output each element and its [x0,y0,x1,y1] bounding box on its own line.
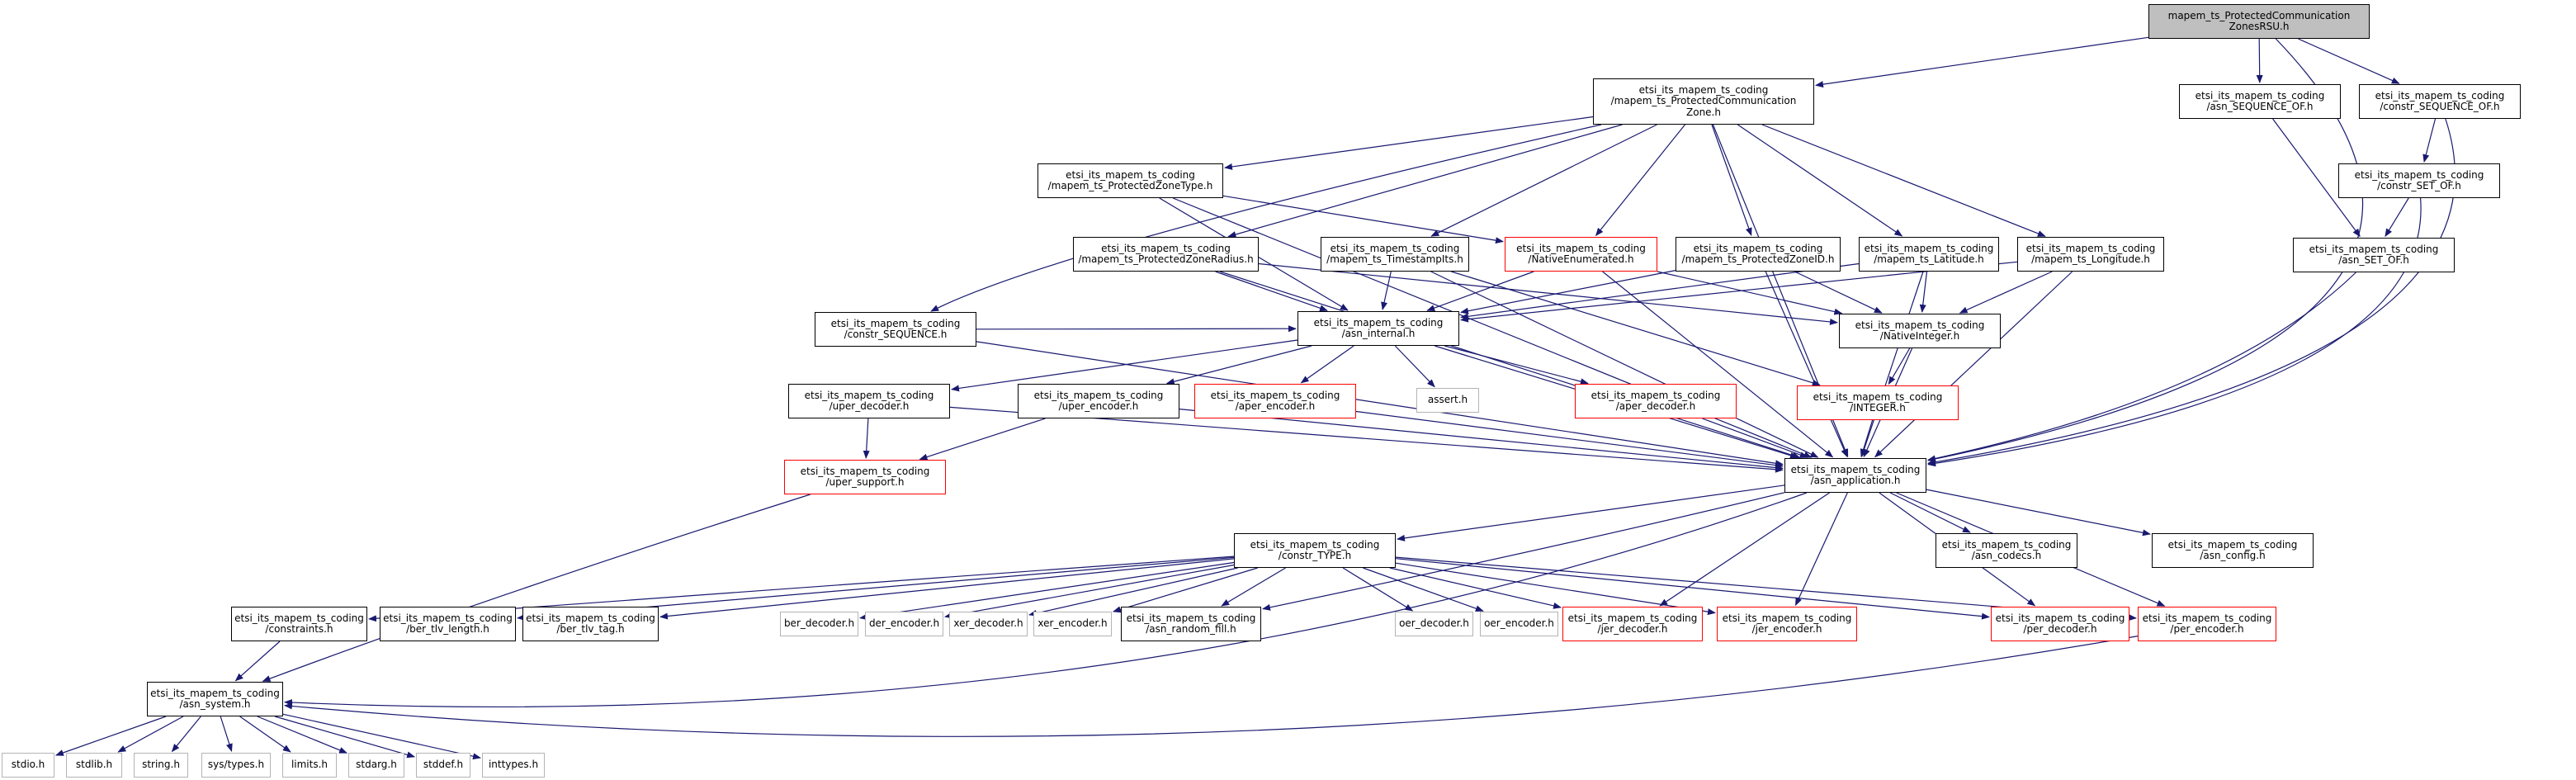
graph-node-constrseq[interactable] [815,312,976,347]
node-label-line: /mapem_ts_ProtectedCommunication [1610,95,1797,107]
node-label-line: etsi_its_mapem_ts_coding [2167,538,2298,551]
node-label-line: /jer_encoder.h [1751,623,1822,635]
include-edge-asnapp-to-asncodecs [1890,493,1970,532]
node-label-line: /aper_decoder.h [1615,400,1696,412]
node-label-line: /asn_SEQUENCE_OF.h [2206,101,2314,112]
node-label-line: etsi_its_mapem_ts_coding [1722,612,1852,624]
graph-node-pcz[interactable] [1593,78,1814,125]
node-label-line: /per_encoder.h [2170,623,2244,635]
graph-node-constrseqof[interactable] [2359,84,2521,119]
include-edge-constrsetof-to-asnsetof [2385,198,2408,236]
node-label-line: /mapem_ts_ProtectedZoneID.h [1681,253,1835,265]
node-label-line: etsi_its_mapem_ts_coding [830,317,961,329]
include-edge-tsi-to-asnapp [1431,272,1818,457]
include-edge-asnsystem-to-systypes [220,716,231,751]
node-label-line: oer_encoder.h [1484,617,1554,630]
node-label-line: /uper_decoder.h [829,400,910,412]
include-edge-constraints-to-asnsystem [236,641,281,681]
node-label-line: /mapem_ts_Latitude.h [1874,253,1984,265]
node-label-line: string.h [142,759,180,771]
graph-node-oerenc[interactable] [1480,612,1558,636]
node-label-line: der_encoder.h [868,617,940,630]
node-label-line: /mapem_ts_TimestampIts.h [1326,253,1463,265]
graph-node-derenc[interactable] [865,612,943,636]
include-edge-constrtype-to-xerenc [1113,568,1258,612]
include-edge-constrtype-to-jerdec [1390,568,1561,607]
graph-node-bertlvlen[interactable] [380,607,516,641]
node-label-line: etsi_its_mapem_ts_coding [804,389,934,401]
node-label-line: /constr_TYPE.h [1278,550,1352,561]
node-label-line: etsi_its_mapem_ts_coding [1066,168,1195,181]
include-edge-pzid-to-asnapp [1765,272,1847,456]
node-label-line: etsi_its_mapem_ts_coding [2142,612,2272,624]
graph-node-perdec[interactable] [1991,607,2129,641]
include-edge-constrtype-to-randfill [1222,568,1286,606]
node-label-line: etsi_its_mapem_ts_coding [2309,243,2439,255]
node-label-line: /constraints.h [265,623,333,635]
graph-node-asninternal[interactable] [1297,311,1459,346]
graph-node-constraints[interactable] [231,607,367,641]
node-label-line: /asn_random_fill.h [1146,623,1236,635]
graph-node-upersup[interactable] [784,460,946,494]
include-edge-uperdec-to-upersup [866,418,868,458]
node-label-line: etsi_its_mapem_ts_coding [1250,538,1380,551]
node-label-line: etsi_its_mapem_ts_coding [1210,389,1340,401]
graph-node-asnsystem[interactable] [147,682,283,716]
graph-node-systypes[interactable] [201,753,271,778]
node-label-line: /constr_SEQUENCE.h [844,329,948,340]
graph-node-aperdec[interactable] [1575,384,1737,418]
graph-node-asncodecs[interactable] [1936,533,2077,568]
include-edge-asnsystem-to-stdarg [258,716,347,753]
graph-node-main[interactable] [2148,4,2370,39]
node-label-line: ZonesRSU.h [2229,21,2290,32]
include-edge-perenc-to-asnsystem [285,636,2138,737]
graph-node-integer[interactable] [1797,385,1959,420]
include-edge-main-to-pcz [1816,37,2148,85]
include-edge-asnsystem-to-stdio [56,716,166,755]
node-label-line: /ber_tlv_tag.h [556,623,625,635]
node-label-line: /jer_decoder.h [1597,623,1668,635]
graph-node-stddef[interactable] [416,753,470,778]
graph-node-stdio[interactable] [2,753,54,778]
node-label-line: etsi_its_mapem_ts_coding [383,612,513,624]
graph-node-berdec[interactable] [780,612,858,636]
include-edge-lat-to-asnapp [1862,272,1923,456]
node-label-line: /mapem_ts_ProtectedZoneRadius.h [1078,253,1254,265]
node-label-line: ber_decoder.h [783,617,855,630]
node-label-line: /asn_config.h [2200,550,2266,561]
include-edge-asninternal-to-aperdec [1444,346,1588,384]
include-edge-pcz-to-pzr [1228,125,1622,237]
include-edge-pcz-to-pzid [1712,125,1751,235]
graph-node-lat[interactable] [1859,237,1999,272]
include-edge-pcz-to-lon [1762,125,2045,236]
node-label-line: etsi_its_mapem_ts_coding [1126,612,1256,624]
graph-node-limits[interactable] [282,753,337,778]
graph-node-constrtype[interactable] [1234,533,1396,568]
node-label-line: oer_decoder.h [1399,617,1469,630]
include-edge-tsi-to-asninternal [1383,272,1391,310]
include-edge-pzid-to-asninternal [1461,271,1676,313]
include-edge-pzr-to-asninternal [1216,272,1327,310]
node-label-line: /asn_SET_OF.h [2338,254,2409,266]
node-label-line: /constr_SEQUENCE_OF.h [2380,101,2500,112]
node-label-line: mapem_ts_ProtectedCommunication [2167,9,2351,21]
node-label-line: /NativeInteger.h [1879,330,1960,342]
node-label-line: etsi_its_mapem_ts_coding [1864,242,1994,254]
node-label-line: etsi_its_mapem_ts_coding [2025,242,2156,254]
include-edge-asnapp-to-asnsystem [285,493,1807,707]
node-label-line: etsi_its_mapem_ts_coding [1516,242,1646,254]
graph-node-jerdec[interactable] [1562,607,1703,641]
node-label-line: etsi_its_mapem_ts_coding [1855,319,1985,331]
include-edge-asnsystem-to-limits [240,716,291,752]
include-edge-asninternal-to-uperenc [1167,346,1312,384]
node-label-line: etsi_its_mapem_ts_coding [1693,242,1823,254]
include-edge-pcz-to-ne [1596,125,1685,235]
graph-node-inttypes[interactable] [482,753,545,778]
include-edge-asnapp-to-constrtype [1397,485,1784,539]
include-edge-ne-to-asnapp [1603,272,1833,457]
node-label-line: etsi_its_mapem_ts_coding [1813,390,1943,403]
node-label-line: /INTEGER.h [1850,402,1906,414]
node-label-line: /mapem_ts_ProtectedZoneType.h [1047,180,1213,191]
include-edge-pzt-to-ne [1223,196,1503,241]
node-label-line: etsi_its_mapem_ts_coding [800,465,930,477]
node-label-line: Zone.h [1686,106,1721,118]
node-label-line: /asn_application.h [1810,475,1901,486]
node-label-line: etsi_its_mapem_ts_coding [1313,316,1444,329]
graph-node-asnsetof[interactable] [2293,238,2455,272]
node-label-line: etsi_its_mapem_ts_coding [1638,83,1769,96]
node-label-line: assert.h [1427,394,1468,406]
node-label-line: /ber_tlv_length.h [406,623,489,635]
node-label-line: stdarg.h [356,759,397,771]
include-edge-uperenc-to-upersup [920,418,1046,459]
include-edge-asninternal-to-assert [1395,346,1435,387]
node-label-line: etsi_its_mapem_ts_coding [526,612,655,624]
node-label-line: etsi_its_mapem_ts_coding [1790,463,1921,475]
node-label-line: xer_encoder.h [1037,617,1108,630]
node-label-line: stdio.h [11,759,45,771]
include-edge-asnsystem-to-stddef [275,716,414,757]
node-label-line: sys/types.h [207,759,265,771]
include-edge-upersup-to-asnsystem [263,494,811,681]
graph-node-constrsetof[interactable] [2338,163,2500,198]
graph-node-asnseqof[interactable] [2179,84,2341,119]
include-edge-pcz-to-pzt [1225,117,1593,168]
include-edge-main-to-constrseqof [2298,39,2399,83]
graph-node-perenc[interactable] [2138,607,2276,641]
include-edge-pzr-to-asnapp [1220,272,1800,457]
node-label-line: /uper_encoder.h [1058,400,1139,412]
graph-node-jerenc[interactable] [1717,607,1857,641]
node-label-line: /asn_internal.h [1341,328,1416,339]
node-label-line: /mapem_ts_Longitude.h [2031,253,2150,265]
graph-node-asnconfig[interactable] [2152,533,2314,568]
graph-node-asnapp[interactable] [1784,458,1926,493]
include-edge-pcz-to-lat [1737,125,1902,236]
graph-node-assert[interactable] [1416,388,1479,413]
node-label-line: /asn_system.h [179,698,251,710]
include-edge-constrseqof-to-constrsetof [2424,119,2436,162]
include-edge-asninternal-to-uperdec [952,340,1297,390]
graph-node-uperdec[interactable] [788,384,950,418]
node-label-line: etsi_its_mapem_ts_coding [1567,612,1698,624]
node-label-line: /asn_codecs.h [1971,550,2042,561]
node-label-line: etsi_its_mapem_ts_coding [2375,89,2505,102]
include-edge-lat-to-nativeint [1922,272,1927,312]
node-label-line: stdlib.h [75,759,113,771]
node-label-line: etsi_its_mapem_ts_coding [1591,389,1721,401]
node-label-line: /per_decoder.h [2023,623,2097,635]
node-label-line: etsi_its_mapem_ts_coding [1941,538,2072,551]
graph-node-randfill[interactable] [1121,607,1261,641]
graph-node-string[interactable] [134,753,188,778]
graph-node-tsi[interactable] [1321,237,1469,272]
graph-node-lon[interactable] [2017,237,2164,272]
node-label-line: /NativeEnumerated.h [1528,253,1634,265]
node-label-line: inttypes.h [488,759,539,771]
graph-node-stdlib[interactable] [66,753,122,778]
include-edge-asnsystem-to-inttypes [283,714,480,758]
graph-node-pzr[interactable] [1073,237,1259,272]
node-label-line: etsi_its_mapem_ts_coding [1033,389,1164,401]
node-label-line: xer_decoder.h [953,617,1023,630]
node-label-line: etsi_its_mapem_ts_coding [1330,242,1460,254]
graph-node-aperenc[interactable] [1194,384,1356,418]
include-edge-main-to-asnseqof [2259,39,2260,83]
include-edge-asnsystem-to-string [173,716,201,752]
graph-node-bertlvtag[interactable] [522,607,659,641]
include-edge-asninternal-to-aperenc [1302,346,1354,383]
include-edge-asnapp-to-jerdec [1660,493,1829,606]
node-label-line: etsi_its_mapem_ts_coding [1995,612,2125,624]
include-edge-pcz-to-tsi [1431,125,1657,236]
graph-node-uperenc[interactable] [1018,384,1179,418]
node-label-line: etsi_its_mapem_ts_coding [234,612,364,624]
graph-node-pzid[interactable] [1676,237,1841,272]
node-label-line: etsi_its_mapem_ts_coding [150,687,280,699]
node-label-line: limits.h [291,759,328,771]
node-label-line: etsi_its_mapem_ts_coding [1101,242,1231,254]
graph-node-ne[interactable] [1505,237,1657,272]
graph-node-oerdec[interactable] [1395,612,1473,636]
node-label-line: /constr_SET_OF.h [2377,180,2461,191]
graph-node-xerdec[interactable] [949,612,1028,636]
graph-node-xerenc[interactable] [1033,612,1112,636]
node-label-line: stddef.h [423,759,464,771]
graph-node-pzt[interactable] [1037,163,1223,198]
graph-node-stdarg[interactable] [348,753,404,778]
include-edge-lon-to-nativeint [1960,272,2053,313]
node-label-line: etsi_its_mapem_ts_coding [2195,89,2325,102]
node-label-line: etsi_its_mapem_ts_coding [2354,168,2484,181]
node-label-line: /uper_support.h [825,476,905,488]
node-label-line: /aper_encoder.h [1235,400,1316,412]
graph-node-nativeint[interactable] [1839,314,2001,348]
